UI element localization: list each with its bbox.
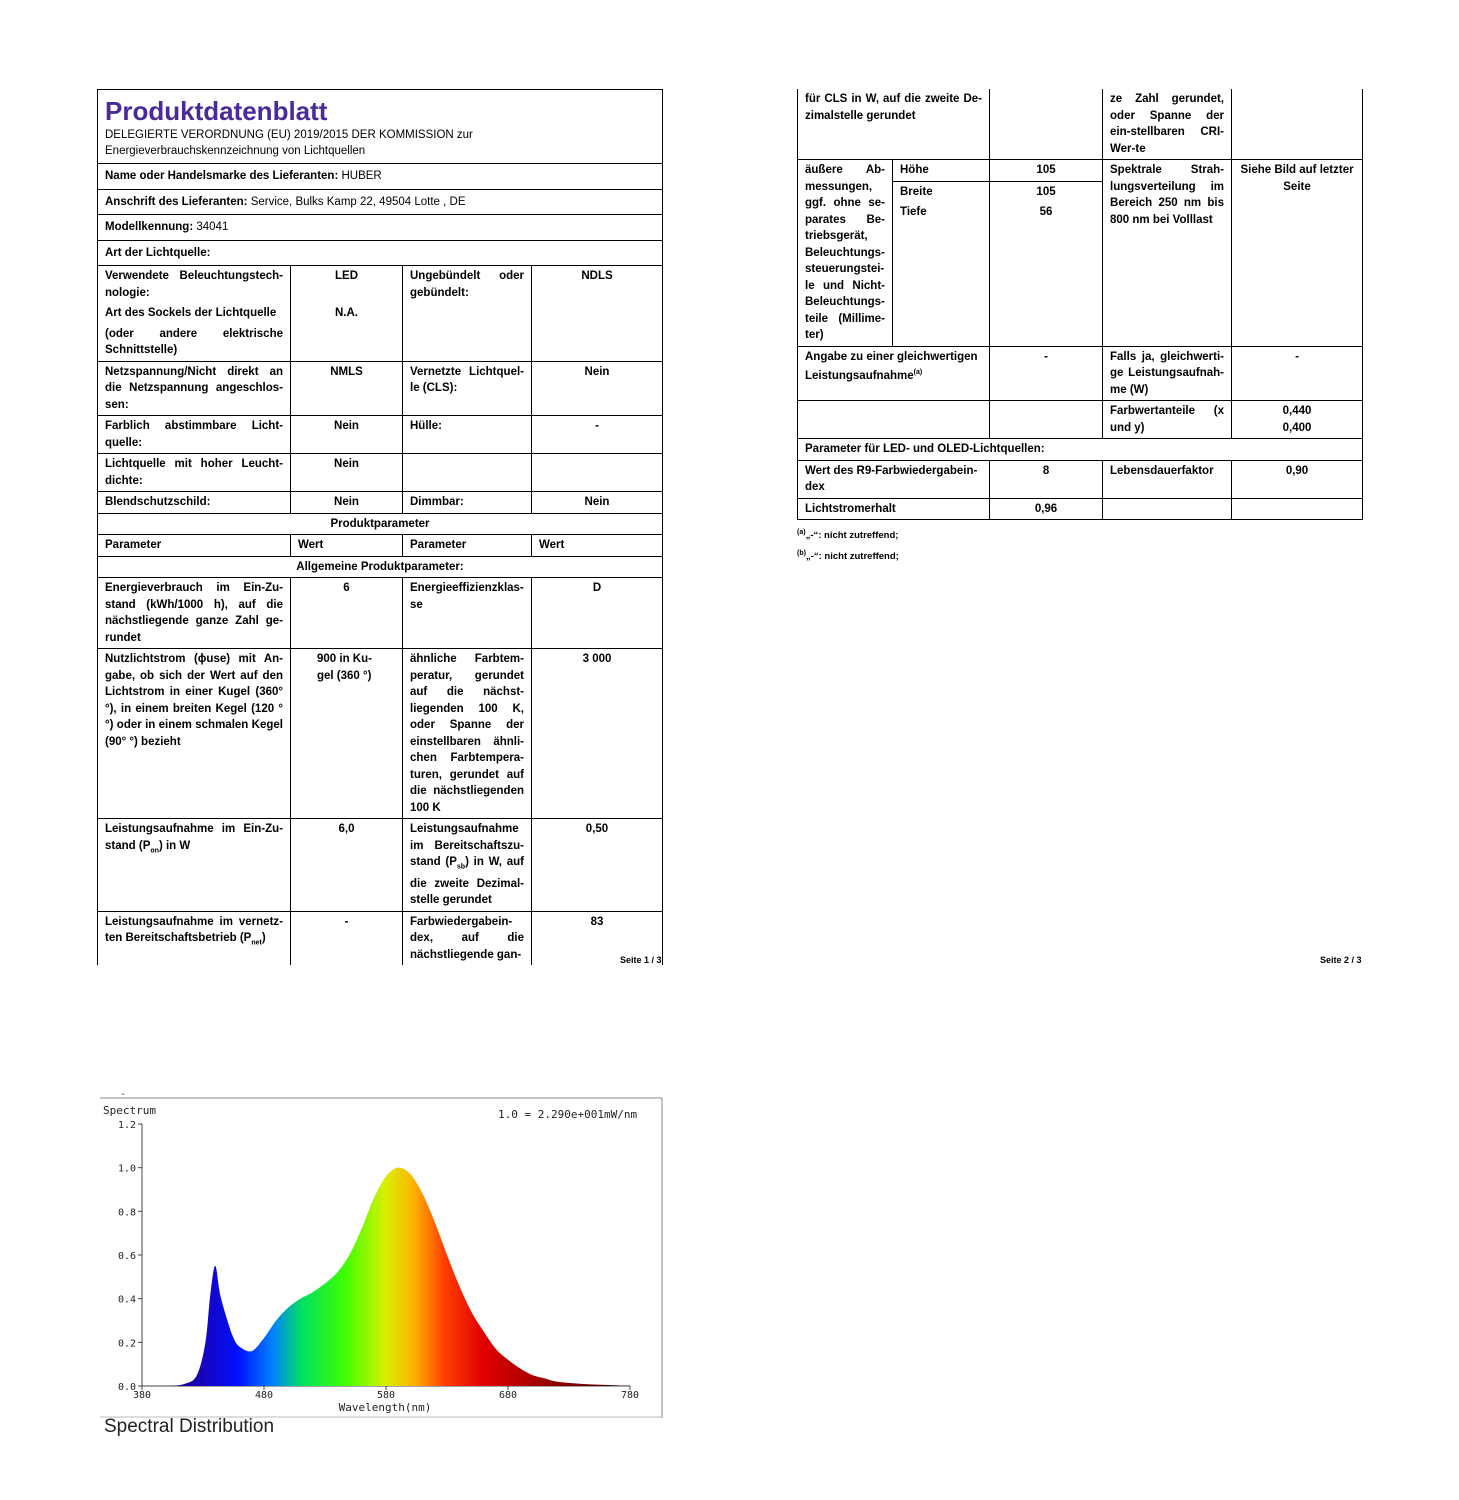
chroma-x: 0,440 xyxy=(1282,405,1312,417)
hld-value: Nein xyxy=(291,454,403,492)
flux-value: 900 in Ku-gel (360 °) xyxy=(291,649,403,819)
pnet-value: - xyxy=(291,911,403,965)
cct-label: ähnliche Farbtem-peratur, gerundet auf die nächst-liegenden 100 K, oder Spanne der einstellbaren ähnli-chen Farbtempera-turen, gerundet auf die nächstliegenden 100 K xyxy=(403,649,532,819)
pnet-label: Leistungsaufnahme im vernetz-ten Bereitschaftsbetrieb $(P_{net})$ xyxy=(98,911,291,965)
cri-label: Farbwiedergabein-dex, auf die nächstliegende gan- xyxy=(403,911,532,965)
header-cell xyxy=(98,90,663,164)
spectrum-area xyxy=(142,1168,630,1386)
tech-label-cell xyxy=(98,266,291,362)
bundled-value: NDLS xyxy=(532,266,663,362)
regulation-text: DELEGIERTE VERORDNUNG (EU) 2019/2015 DER KOMMISSION zur Energieverbrauchskennzeichnung von Lichtquellen xyxy=(105,129,473,157)
col-header-param-1: Parameter xyxy=(98,535,291,557)
equiv-label: Angabe zu einer gleichwertigen Leistungsaufnahme$^{(a)}$ xyxy=(798,346,990,401)
chart-title: Spectrum xyxy=(103,1104,156,1117)
y-tick-label: 0.2 xyxy=(117,1338,136,1350)
model-label: Modellkennung: xyxy=(105,221,194,233)
base-label-2: (oder andere elektrische Schnittstelle) xyxy=(105,327,283,356)
cri-value: 83 xyxy=(532,911,663,965)
chroma-values xyxy=(1232,401,1363,439)
chroma-label: Farbwertanteile (x und y) xyxy=(1103,401,1232,439)
supplier-row xyxy=(98,164,663,190)
width-value: 105 xyxy=(1036,185,1056,198)
tunable-label: Farblich abstimmbare Licht-quelle: xyxy=(98,416,291,454)
height-label: Höhe xyxy=(893,160,989,182)
life-value: 0,90 xyxy=(1232,460,1363,498)
cct-value: 3 000 xyxy=(532,649,663,819)
equiv-power-label: Falls ja, gleichwerti-ge Leistungsaufnah-me (W) xyxy=(1103,346,1232,401)
x-tick-label: 480 xyxy=(254,1390,274,1401)
psb-value: 0,50 xyxy=(532,819,663,912)
energy-value: 6 xyxy=(291,578,403,649)
shield-label: Blendschutzschild: xyxy=(98,492,291,514)
product-params-heading: Produktparameter xyxy=(98,513,663,535)
y-tick-label: 1.2 xyxy=(117,1120,136,1131)
chart-annotation: 1.0 = 2.290e+001mW/nm xyxy=(498,1108,638,1121)
psb-label: Leistungsaufnahme im Bereitschaftszu-stand $(P_{sb})$ in W, auf die zweite Dezimal-stelle gerundet xyxy=(403,819,532,912)
pon-label: Leistungsaufnahme im Ein-Zu-stand $(P_{on})$ in W xyxy=(98,819,291,912)
y-tick-label: 0.0 xyxy=(117,1382,136,1393)
equiv-power-value: - xyxy=(1232,346,1363,401)
y-tick-label: 0.8 xyxy=(117,1207,136,1219)
spectrum-chart xyxy=(100,1088,665,1448)
bundled-label: Ungebündelt oder gebündelt: xyxy=(403,266,532,362)
model-row xyxy=(98,215,663,241)
base-value: N.A. xyxy=(335,306,358,319)
page-number-1: Seite 1 / 3 xyxy=(620,955,662,965)
base-label: Art des Sockels der Lichtquelle xyxy=(105,307,277,319)
datasheet-page-2 xyxy=(797,89,1362,566)
equiv-value: - xyxy=(990,346,1103,401)
spd-label: Spektrale Strah-lungsverteilung im Bereich 250 nm bis 800 nm bei Volllast xyxy=(1103,160,1232,347)
supplier-label: Name oder Handelsmarke des Lieferanten: xyxy=(105,170,339,182)
dim-value: Nein xyxy=(532,492,663,514)
footnotes xyxy=(797,524,1362,566)
life-label: Lebensdauerfaktor xyxy=(1103,460,1232,498)
envelope-label: Hülle: xyxy=(403,416,532,454)
page-number-2: Seite 2 / 3 xyxy=(1320,955,1362,965)
page-title: Produktdatenblatt xyxy=(105,96,328,126)
footnote-b: $^{(b)}$„-“: nicht zutreffend; xyxy=(797,550,899,563)
footnote-a: $^{(a)}$„-“: nicht zutreffend; xyxy=(797,529,899,542)
chroma-y: 0,400 xyxy=(1282,421,1312,434)
cri-continued: ze Zahl gerundet, oder Spanne der ein-stellbaren CRI-Wer-te xyxy=(1103,89,1232,160)
width-label: Breite xyxy=(900,185,933,198)
spectrum-svg xyxy=(100,1088,665,1418)
datasheet-table-2 xyxy=(797,89,1363,520)
address-label: Anschrift des Lieferanten: xyxy=(105,195,248,208)
dims-values xyxy=(990,160,1103,347)
small-mark: - xyxy=(120,1089,127,1100)
spd-value: Siehe Bild auf letzter Seite xyxy=(1232,160,1363,347)
dim-label: Dimmbar: xyxy=(403,492,532,514)
height-value: 105 xyxy=(990,160,1102,182)
r9-label: Wert des R9-Farbwiedergabein-dex xyxy=(798,460,990,498)
tech-value: LED xyxy=(335,270,358,282)
col-header-value-1: Wert xyxy=(291,535,403,557)
hld-label: Lichtquelle mit hoher Leucht-dichte: xyxy=(98,454,291,492)
datasheet-page-1 xyxy=(97,89,662,965)
x-tick-label: 380 xyxy=(132,1390,152,1401)
chart-caption: Spectral Distribution xyxy=(104,1416,275,1437)
address-row xyxy=(98,189,663,215)
cls-value: Nein xyxy=(532,361,663,416)
y-tick-label: 0.4 xyxy=(117,1294,136,1306)
tunable-value: Nein xyxy=(291,416,403,454)
x-tick-label: 680 xyxy=(498,1390,518,1401)
supplier-value: HUBER xyxy=(341,170,382,182)
dims-names xyxy=(893,160,990,347)
pnet-continued: für CLS in W, auf die zweite De-zimalstelle gerundet xyxy=(798,89,990,160)
y-tick-label: 1.0 xyxy=(117,1163,136,1175)
eclass-value: D xyxy=(532,578,663,649)
energy-label: Energieverbrauch im Ein-Zu-stand (kWh/1000 h), auf die nächstliegende ganze Zahl ge-rundet xyxy=(98,578,291,649)
x-tick-label: 780 xyxy=(620,1390,640,1401)
flux-label: Nutzlichtstrom (ϕuse) mit An-gabe, ob sich der Wert auf den Lichtstrom in einer Kugel (360° °), in einem breiten Kegel (120 °°) oder in einem schmalen Kegel (90° °) bezieht xyxy=(98,649,291,819)
cls-label: Vernetzte Lichtquel-le (CLS): xyxy=(403,361,532,416)
x-axis-label: Wavelength(nm) xyxy=(338,1401,432,1414)
col-header-value-2: Wert xyxy=(532,535,663,557)
maint-value: 0,96 xyxy=(990,498,1103,520)
dims-label: äußere Ab-messungen, ggf. ohne se-parates Be-triebsgerät, Beleuchtungs-steuerungstei-le und Nicht-Beleuchtungs-teile (Millime-ter) xyxy=(798,160,893,347)
r9-value: 8 xyxy=(990,460,1103,498)
model-value: 34041 xyxy=(196,221,229,233)
depth-value: 56 xyxy=(1039,206,1053,218)
col-header-param-2: Parameter xyxy=(403,535,532,557)
tech-label: Verwendete Beleuchtungstech-nologie: xyxy=(105,270,283,299)
y-tick-label: 0.6 xyxy=(117,1251,136,1262)
eclass-label: Energieeffizienzklas-se xyxy=(403,578,532,649)
shield-value: Nein xyxy=(291,492,403,514)
address-value: Service, Bulks Kamp 22, 49504 Lotte , DE xyxy=(250,195,466,208)
general-params-heading: Allgemeine Produktparameter: xyxy=(98,556,663,578)
mains-value: NMLS xyxy=(291,361,403,416)
led-params-heading: Parameter für LED- und OLED-Lichtquellen: xyxy=(798,439,1363,461)
tech-value-cell xyxy=(291,266,403,362)
x-tick-label: 580 xyxy=(376,1390,396,1401)
type-heading: Art der Lichtquelle: xyxy=(98,240,663,266)
depth-label: Tiefe xyxy=(900,206,927,218)
maint-label: Lichtstromerhalt xyxy=(798,498,990,520)
pon-value: 6,0 xyxy=(291,819,403,912)
envelope-value: - xyxy=(532,416,663,454)
mains-label: Netzspannung/Nicht direkt an die Netzspannung angeschlos-sen: xyxy=(98,361,291,416)
datasheet-table-1 xyxy=(97,89,663,965)
